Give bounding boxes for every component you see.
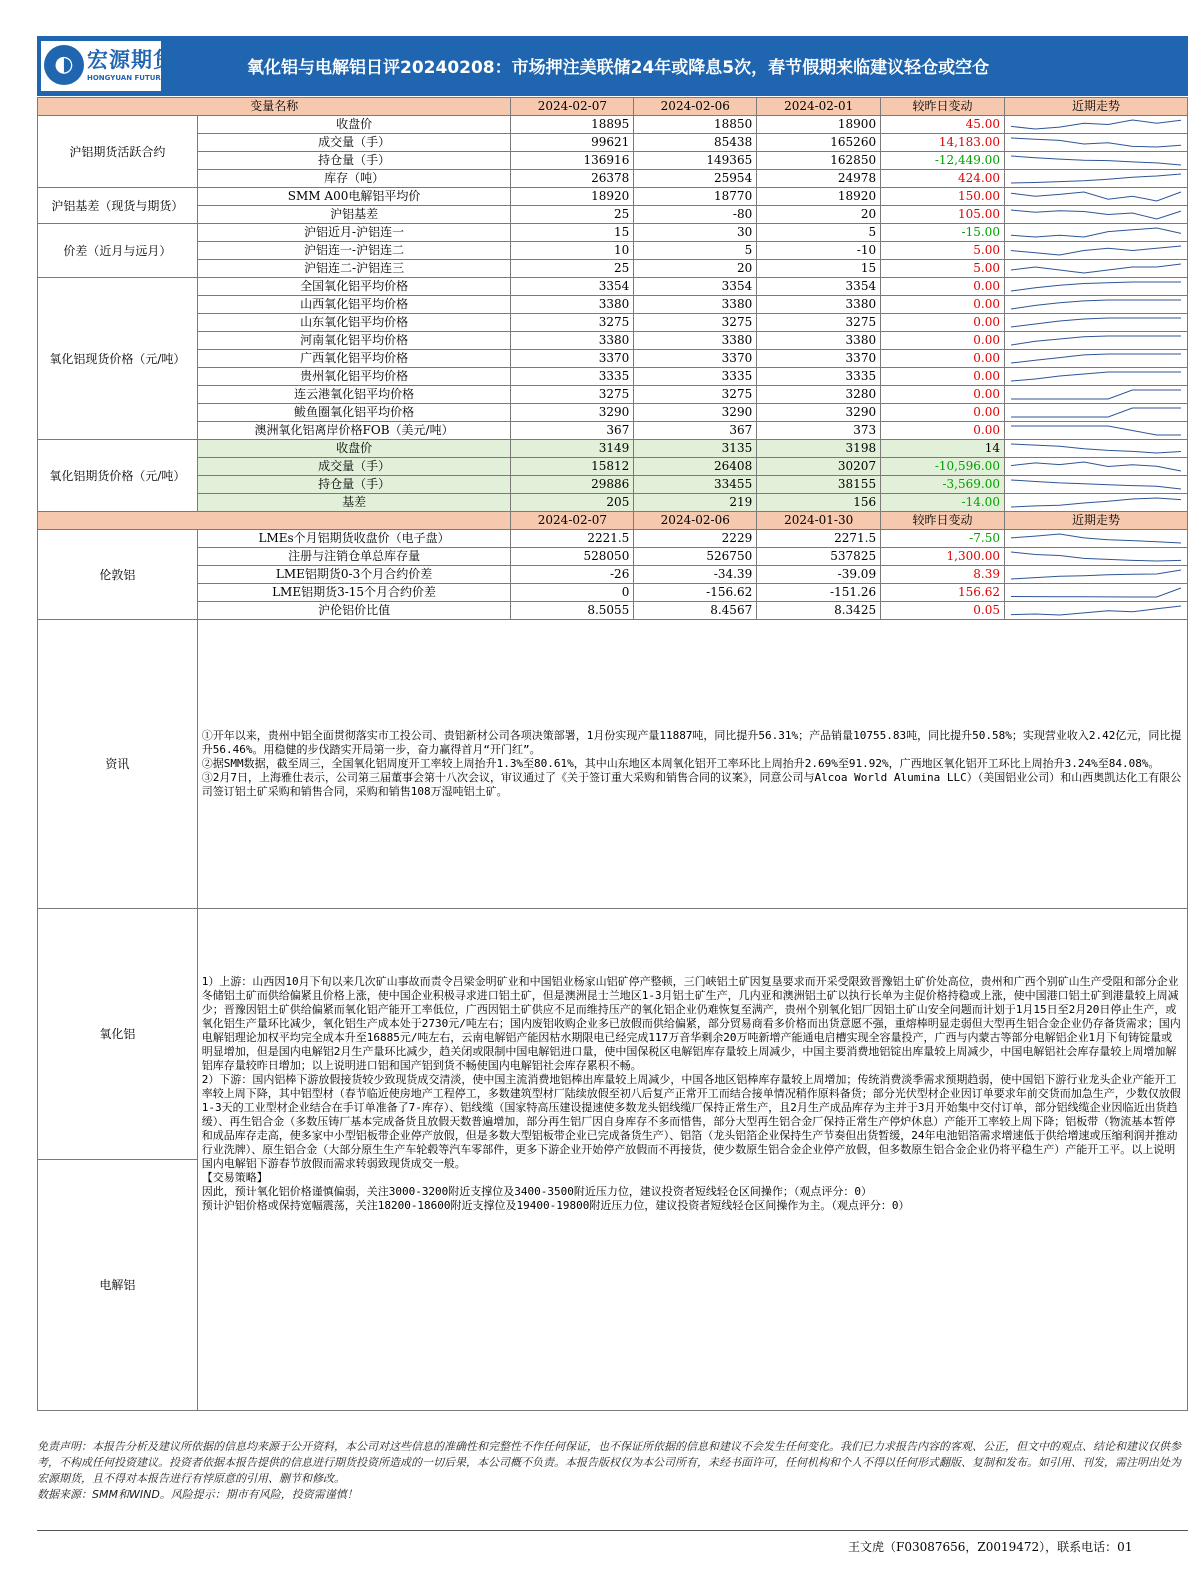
value-date-1: 99621 bbox=[511, 134, 634, 152]
news-item: ①开年以来，贵州中铝全面贯彻落实市工投公司、贵铝新材公司各项决策部署，1月份实现产量11887吨，同比提升56.31%；产品销量10755.83吨，同比提升50.58%；实现营业收入2.42亿元，同比提升56.46%。用稳健的步伐踏实开局第一步，奋力赢得首月“开门红”。 bbox=[201, 729, 1182, 756]
value-date-1: 3354 bbox=[511, 278, 634, 296]
value-date-3: 3290 bbox=[757, 404, 881, 422]
value-date-3: 38155 bbox=[757, 476, 881, 494]
value-date-3: 3335 bbox=[757, 368, 881, 386]
table-row bbox=[38, 296, 1188, 314]
value-date-1: 3149 bbox=[511, 440, 634, 458]
trend-sparkline bbox=[1004, 602, 1187, 620]
news-item: ②据SMM数据，截至周三，全国氧化铝周度开工率较上周抬升1.3%至80.61%，其中山东地区本周氧化铝开工率环比上周抬升2.69%至91.92%，广西地区氧化铝开工环比上周抬升3.24%至84.08%。 bbox=[201, 757, 1160, 770]
header-date-3: 2024-01-30 bbox=[757, 512, 881, 530]
sparkline-svg bbox=[1005, 152, 1187, 169]
footer-divider bbox=[37, 1530, 1188, 1531]
trend-sparkline bbox=[1004, 440, 1187, 458]
value-date-1: 2221.5 bbox=[511, 530, 634, 548]
header-change: 较昨日变动 bbox=[881, 512, 1005, 530]
data-table bbox=[37, 97, 1188, 1411]
change-value: -3,569.00 bbox=[881, 476, 1005, 494]
change-value: 0.00 bbox=[881, 422, 1005, 440]
row-label: 沪铝连二-沪铝连三 bbox=[197, 260, 511, 278]
value-date-1: 136916 bbox=[511, 152, 634, 170]
sparkline-line-5 bbox=[1011, 210, 1181, 219]
value-date-2: 3354 bbox=[634, 278, 757, 296]
value-date-2: -80 bbox=[634, 206, 757, 224]
value-date-1: 3275 bbox=[511, 386, 634, 404]
sparkline-svg bbox=[1005, 458, 1187, 475]
header-date-3: 2024-02-01 bbox=[757, 98, 881, 116]
sparkline-line-20 bbox=[1011, 480, 1181, 489]
value-date-3: 15 bbox=[757, 260, 881, 278]
value-date-1: 25 bbox=[511, 206, 634, 224]
value-date-3: 2271.5 bbox=[757, 530, 881, 548]
analysis-row-alumina bbox=[38, 909, 1188, 1160]
news-row bbox=[38, 620, 1188, 909]
row-label: 沪铝近月-沪铝连一 bbox=[197, 224, 511, 242]
change-value: -15.00 bbox=[881, 224, 1005, 242]
sparkline-svg bbox=[1005, 350, 1187, 367]
value-date-1: 3370 bbox=[511, 350, 634, 368]
change-value: 14 bbox=[881, 440, 1005, 458]
table-row bbox=[38, 584, 1188, 602]
table-row bbox=[38, 314, 1188, 332]
row-label: 沪铝连一-沪铝连二 bbox=[197, 242, 511, 260]
group-label-g6: 伦敦铝 bbox=[38, 530, 198, 620]
sparkline-line-16 bbox=[1011, 408, 1181, 417]
sparkline-line-26 bbox=[1011, 606, 1181, 615]
value-date-2: 18770 bbox=[634, 188, 757, 206]
trend-sparkline bbox=[1004, 350, 1187, 368]
value-date-2: 526750 bbox=[634, 548, 757, 566]
sparkline-line-21 bbox=[1011, 498, 1181, 507]
table-row bbox=[38, 134, 1188, 152]
logo-text-cn: 宏源期货 bbox=[87, 48, 175, 72]
row-label: 河南氧化铝平均价格 bbox=[197, 332, 511, 350]
value-date-1: 15 bbox=[511, 224, 634, 242]
trend-sparkline bbox=[1004, 368, 1187, 386]
change-value: -14.00 bbox=[881, 494, 1005, 512]
header-trend: 近期走势 bbox=[1004, 98, 1187, 116]
change-value: 14,183.00 bbox=[881, 134, 1005, 152]
change-value: 0.00 bbox=[881, 350, 1005, 368]
value-date-1: 3275 bbox=[511, 314, 634, 332]
row-label: 鲅鱼圈氧化铝平均价格 bbox=[197, 404, 511, 422]
trend-sparkline bbox=[1004, 188, 1187, 206]
sparkline-line-17 bbox=[1011, 426, 1181, 435]
sparkline-svg bbox=[1005, 476, 1187, 493]
row-label: 收盘价 bbox=[197, 116, 511, 134]
table-row bbox=[38, 350, 1188, 368]
trend-sparkline bbox=[1004, 332, 1187, 350]
analysis-content bbox=[197, 909, 1187, 1411]
header-trend: 近期走势 bbox=[1004, 512, 1187, 530]
value-date-3: -151.26 bbox=[757, 584, 881, 602]
value-date-1: 25 bbox=[511, 260, 634, 278]
table-row bbox=[38, 242, 1188, 260]
sparkline-line-19 bbox=[1011, 462, 1181, 471]
row-label: 澳洲氧化铝离岸价格FOB（美元/吨） bbox=[197, 422, 511, 440]
news-item: ③2月7日，上海雅仕表示，公司第三届董事会第十八次会议，审议通过了《关于签订重大采购和销售合同的议案》，同意公司与Alcoa World Alumina LLC）（美国铝业公司）和山西奥凯达化工有限公司签订铝土矿采购和销售合同，采购和销售108万湿吨铝土矿。 bbox=[201, 771, 1182, 798]
value-date-2: 3275 bbox=[634, 314, 757, 332]
value-date-3: 3275 bbox=[757, 314, 881, 332]
value-date-2: 20 bbox=[634, 260, 757, 278]
table-row bbox=[38, 386, 1188, 404]
value-date-2: 2229 bbox=[634, 530, 757, 548]
value-date-3: 373 bbox=[757, 422, 881, 440]
value-date-1: 3380 bbox=[511, 296, 634, 314]
value-date-1: 0 bbox=[511, 584, 634, 602]
hongyuan-logo-icon: ◐ bbox=[44, 45, 84, 85]
analyst-contact: 王文虎（F03087656，Z0019472），联系电话：01 bbox=[848, 1540, 1133, 1554]
value-date-2: 3380 bbox=[634, 332, 757, 350]
sparkline-svg bbox=[1005, 206, 1187, 223]
report-header bbox=[37, 36, 1188, 96]
value-date-3: 18920 bbox=[757, 188, 881, 206]
sparkline-svg bbox=[1005, 296, 1187, 313]
value-date-1: 3290 bbox=[511, 404, 634, 422]
header-date-1: 2024-02-07 bbox=[511, 98, 634, 116]
change-value: 156.62 bbox=[881, 584, 1005, 602]
trend-sparkline bbox=[1004, 530, 1187, 548]
value-date-2: 8.4567 bbox=[634, 602, 757, 620]
company-logo bbox=[41, 41, 175, 91]
value-date-1: 3380 bbox=[511, 332, 634, 350]
value-date-3: 24978 bbox=[757, 170, 881, 188]
value-date-1: 8.5055 bbox=[511, 602, 634, 620]
sparkline-svg bbox=[1005, 386, 1187, 403]
table-row bbox=[38, 152, 1188, 170]
trend-sparkline bbox=[1004, 314, 1187, 332]
table-row bbox=[38, 224, 1188, 242]
disclaimer bbox=[37, 1439, 1188, 1503]
value-date-1: 26378 bbox=[511, 170, 634, 188]
change-value: 5.00 bbox=[881, 242, 1005, 260]
analysis-paragraph: 因此，预计氧化铝价格谨慎偏弱，关注3000-3200附近支撑位及3400-3500附近压力位，建议投资者短线轻仓区间操作；（观点评分：0） bbox=[201, 1185, 873, 1198]
sparkline-svg bbox=[1005, 170, 1187, 187]
sparkline-svg bbox=[1005, 530, 1187, 547]
value-date-3: 3370 bbox=[757, 350, 881, 368]
change-value: -10,596.00 bbox=[881, 458, 1005, 476]
value-date-3: -39.09 bbox=[757, 566, 881, 584]
logo-text-en: HONGYUAN FUTURES bbox=[87, 74, 171, 82]
group-label-g3: 价差（近月与远月） bbox=[38, 224, 198, 278]
value-date-2: 33455 bbox=[634, 476, 757, 494]
table-header-row-lme bbox=[38, 512, 1188, 530]
value-date-2: 219 bbox=[634, 494, 757, 512]
table-row bbox=[38, 458, 1188, 476]
table-header-row bbox=[38, 98, 1188, 116]
value-date-2: -34.39 bbox=[634, 566, 757, 584]
value-date-2: -156.62 bbox=[634, 584, 757, 602]
analysis-paragraph: 1）上游：山西因10月下旬以来几次矿山事故而责令吕梁金明矿业和中国铝业杨家山铝矿停产整顿，三门峡铝土矿因复垦要求而开采受限致晋豫铝土矿价处高位，贵州和广西个别矿山生产受阻和部分企业冬储铝土矿而供给偏紧且价格上涨，使中国企业积极寻求进口铝土矿，但是澳洲昆士兰地区1-3月铝土矿生产，几内亚和澳洲铝土矿以执行长单为主促价格持稳或上涨，使中国港口铝土矿到港量较上周减少；晋豫因铝土矿供给偏紧而氧化铝产能开工率低位，广西因铝土矿供应不足而维持压产的氧化铝企业仍难恢复至满产，贵州个别氧化铝厂因铝土矿山安全问题而计划于1月15日至2月20日停止生产，或氧化铝生产量环比减少，氧化铝生产成本处于2730元/吨左右；国内废铝收购企业多已放假而供给偏紧，部分贸易商看多价格而出货意愿不强，重熔棒明显走弱但大型再生铝合金企业仍存备货需求；国内电解铝理论加权平均完全成本升至16885元/吨左右，云南电解铝产能因枯水期限电已经完成117万音华剩余20万吨新增产能通电启槽实现全容量投产，广西与内蒙古等部分电解铝企业1月下旬铸锭量或明显增加，但是国内电解铝2月生产量环比减少，趋关闭或限制中国电解铝进口量，使中国保税区电解铝库存量较上周减少，中国主要消费地铝锭出库量较上周减少，中国电解铝社会库存量较上周增加解铝库存量较昨日增加；以上说明进口铝和国产铝到货不畅使国内电解铝社会库存累积不畅。 bbox=[201, 975, 1181, 1072]
sparkline-line-3 bbox=[1011, 174, 1181, 183]
value-date-1: 29886 bbox=[511, 476, 634, 494]
value-date-3: 537825 bbox=[757, 548, 881, 566]
row-label: LME铝期货0-3个月合约价差 bbox=[197, 566, 511, 584]
table-row bbox=[38, 206, 1188, 224]
row-label: 基差 bbox=[197, 494, 511, 512]
sparkline-svg bbox=[1005, 548, 1187, 565]
trend-sparkline bbox=[1004, 116, 1187, 134]
header-date-2: 2024-02-06 bbox=[634, 98, 757, 116]
row-label: LMEs个月铝期货收盘价（电子盘） bbox=[197, 530, 511, 548]
sparkline-line-15 bbox=[1011, 390, 1181, 399]
sparkline-line-9 bbox=[1011, 282, 1181, 291]
change-value: 0.00 bbox=[881, 332, 1005, 350]
sparkline-svg bbox=[1005, 602, 1187, 619]
value-date-1: 15812 bbox=[511, 458, 634, 476]
change-value: 0.00 bbox=[881, 404, 1005, 422]
value-date-1: 367 bbox=[511, 422, 634, 440]
sparkline-line-13 bbox=[1011, 354, 1181, 363]
disclaimer-text: 免责声明：本报告分析及建议所依据的信息均来源于公开资料，本公司对这些信息的准确性和完整性不作任何保证，也不保证所依据的信息和建议不会发生任何变化。我们已力求报告内容的客观、公正，但文中的观点、结论和建议仅供参考，不构成任何投资建议。投资者依据本报告提供的信息进行期货投资所造成的一切后果，本公司概不负责。本报告版权仅为本公司所有，未经书面许可，任何机构和个人不得以任何形式翻版、复制和发布。如引用、刊发，需注明出处为宏源期货，且不得对本报告进行有悖原意的引用、删节和修改。 bbox=[37, 1440, 1181, 1485]
value-date-2: 18850 bbox=[634, 116, 757, 134]
value-date-3: 3198 bbox=[757, 440, 881, 458]
header-date-1: 2024-02-07 bbox=[511, 512, 634, 530]
table-row bbox=[38, 116, 1188, 134]
value-date-2: 3370 bbox=[634, 350, 757, 368]
header-variable-name: 变量名称 bbox=[38, 98, 511, 116]
sparkline-line-14 bbox=[1011, 372, 1181, 381]
trend-sparkline bbox=[1004, 224, 1187, 242]
row-label: LME铝期货3-15个月合约价差 bbox=[197, 584, 511, 602]
sparkline-svg bbox=[1005, 260, 1187, 277]
trend-sparkline bbox=[1004, 386, 1187, 404]
row-label: 持仓量（手） bbox=[197, 476, 511, 494]
value-date-2: 25954 bbox=[634, 170, 757, 188]
trend-sparkline bbox=[1004, 260, 1187, 278]
sparkline-line-1 bbox=[1011, 138, 1181, 147]
sparkline-line-6 bbox=[1011, 228, 1181, 237]
change-value: 0.00 bbox=[881, 314, 1005, 332]
value-date-3: 20 bbox=[757, 206, 881, 224]
trend-sparkline bbox=[1004, 242, 1187, 260]
sparkline-svg bbox=[1005, 314, 1187, 331]
change-value: 5.00 bbox=[881, 260, 1005, 278]
change-value: -7.50 bbox=[881, 530, 1005, 548]
sparkline-line-4 bbox=[1011, 192, 1181, 201]
sparkline-line-0 bbox=[1011, 120, 1181, 129]
sparkline-line-11 bbox=[1011, 318, 1181, 327]
row-label: 沪铝基差 bbox=[197, 206, 511, 224]
table-row bbox=[38, 566, 1188, 584]
value-date-3: 3280 bbox=[757, 386, 881, 404]
report-title: 氧化铝与电解铝日评20240208：市场押注美联储24年或降息5次，春节假期来临建议轻仓或空仓 bbox=[247, 58, 990, 78]
trend-sparkline bbox=[1004, 566, 1187, 584]
change-value: 0.00 bbox=[881, 368, 1005, 386]
trend-sparkline bbox=[1004, 584, 1187, 602]
sparkline-svg bbox=[1005, 584, 1187, 601]
value-date-1: 18895 bbox=[511, 116, 634, 134]
trend-sparkline bbox=[1004, 296, 1187, 314]
value-date-3: 3380 bbox=[757, 332, 881, 350]
analysis-paragraph: 预计沪铝价格或保持宽幅震荡，关注18200-18600附近支撑位及19400-19800附近压力位，建议投资者短线轻仓区间操作为主。（观点评分：0） bbox=[201, 1199, 910, 1212]
table-row bbox=[38, 530, 1188, 548]
table-row bbox=[38, 170, 1188, 188]
sparkline-line-7 bbox=[1011, 246, 1181, 255]
data-source-text: 数据来源：SMM和WIND。风险提示：期市有风险，投资需谨慎！ bbox=[37, 1488, 358, 1501]
change-value: 0.00 bbox=[881, 296, 1005, 314]
row-label: 成交量（手） bbox=[197, 458, 511, 476]
table-row bbox=[38, 476, 1188, 494]
sparkline-line-18 bbox=[1011, 444, 1181, 453]
analysis-paragraph: 2）下游：国内铝棒下游放假接货较少致现货成交清淡，使中国主流消费地铝棒出库量较上周减少，中国各地区铝棒库存量较上周增加；传统消费淡季需求预期趋弱，使中国铝下游行业龙头企业产能开工率较上周下降，其中铝型材（春节临近使房地产工程停工，多数建筑型材厂陆续放假至初八后复产正常开工而结合接单情况稍作原料备货；部分光伏型材企业因订单要求年前交货而加急生产，少数仅放假1-3天的工业型材企业结合在手订单准备了7-库存）、铝线缆（国家特高压建设提速使多数龙头铝线缆厂保持正常生产，且2月生产成品库存为主并于3月开始集中交付订单，部分铝线缆企业因临近出货趋缓）、再生铝合金（多数压铸厂基本完成备货且放假天数普遍增加，部分再生铝厂因自身库存不多而惜售，部分大型再生铝合金厂保持正常生产停炉休息）产能开工率较上周下降；铝板带（物流基本暂停和成品库存走高，使多家中小型铝板带企业停产放假，但是多数大型铝板带企业已完成备货生产）、铝箔（龙头铝箔企业保持生产节奏但出货暂缓，24年电池铝箔需求增速低于供给增速或压缩利润并推动行业洗牌）、原生铝合金（大部分原生生产车轮毂等汽车零部件，更多下游企业开始停产放假而不再接货，使少数原生铝合金企业停产放假，但多数原生铝合金企业仍将平稳生产）产能开工平。以上说明国内电解铝下游春节放假而需求转弱致现货成交一般。 bbox=[201, 1073, 1181, 1170]
trend-sparkline bbox=[1004, 476, 1187, 494]
group-label-g5: 氧化铝期货价格（元/吨） bbox=[38, 440, 198, 512]
row-label: 广西氧化铝平均价格 bbox=[197, 350, 511, 368]
trend-sparkline bbox=[1004, 206, 1187, 224]
sparkline-line-12 bbox=[1011, 336, 1181, 345]
header-blank bbox=[38, 512, 511, 530]
row-label: 收盘价 bbox=[197, 440, 511, 458]
trend-sparkline bbox=[1004, 494, 1187, 512]
sparkline-svg bbox=[1005, 368, 1187, 385]
group-label-aluminium: 电解铝 bbox=[38, 1160, 198, 1411]
header-date-2: 2024-02-06 bbox=[634, 512, 757, 530]
value-date-2: 5 bbox=[634, 242, 757, 260]
row-label: 山东氧化铝平均价格 bbox=[197, 314, 511, 332]
change-value: 0.00 bbox=[881, 278, 1005, 296]
row-label: 连云港氧化铝平均价格 bbox=[197, 386, 511, 404]
group-label-g1: 沪铝期货活跃合约 bbox=[38, 116, 198, 188]
value-date-3: 3380 bbox=[757, 296, 881, 314]
table-row bbox=[38, 332, 1188, 350]
sparkline-svg bbox=[1005, 116, 1187, 133]
change-value: -12,449.00 bbox=[881, 152, 1005, 170]
sparkline-svg bbox=[1005, 440, 1187, 457]
trend-sparkline bbox=[1004, 458, 1187, 476]
change-value: 0.00 bbox=[881, 386, 1005, 404]
table-row bbox=[38, 260, 1188, 278]
row-label: SMM A00电解铝平均价 bbox=[197, 188, 511, 206]
value-date-1: 528050 bbox=[511, 548, 634, 566]
value-date-3: 18900 bbox=[757, 116, 881, 134]
row-label: 注册与注销仓单总库存量 bbox=[197, 548, 511, 566]
sparkline-svg bbox=[1005, 134, 1187, 151]
sparkline-svg bbox=[1005, 422, 1187, 439]
value-date-3: 30207 bbox=[757, 458, 881, 476]
row-label: 成交量（手） bbox=[197, 134, 511, 152]
table-row bbox=[38, 440, 1188, 458]
value-date-3: 5 bbox=[757, 224, 881, 242]
sparkline-svg bbox=[1005, 404, 1187, 421]
table-row bbox=[38, 602, 1188, 620]
trend-sparkline bbox=[1004, 422, 1187, 440]
trend-sparkline bbox=[1004, 134, 1187, 152]
value-date-1: 3335 bbox=[511, 368, 634, 386]
value-date-2: 3275 bbox=[634, 386, 757, 404]
group-label-g2: 沪铝基差（现货与期货） bbox=[38, 188, 198, 224]
value-date-2: 149365 bbox=[634, 152, 757, 170]
trend-sparkline bbox=[1004, 152, 1187, 170]
row-label: 山西氧化铝平均价格 bbox=[197, 296, 511, 314]
value-date-3: 8.3425 bbox=[757, 602, 881, 620]
sparkline-svg bbox=[1005, 278, 1187, 295]
value-date-3: 3354 bbox=[757, 278, 881, 296]
value-date-1: -26 bbox=[511, 566, 634, 584]
value-date-1: 205 bbox=[511, 494, 634, 512]
group-label-news: 资讯 bbox=[38, 620, 198, 909]
value-date-1: 10 bbox=[511, 242, 634, 260]
row-label: 贵州氧化铝平均价格 bbox=[197, 368, 511, 386]
trend-sparkline bbox=[1004, 278, 1187, 296]
value-date-1: 18920 bbox=[511, 188, 634, 206]
strategy-heading: 【交易策略】 bbox=[201, 1171, 268, 1184]
sparkline-line-22 bbox=[1011, 534, 1181, 543]
sparkline-svg bbox=[1005, 188, 1187, 205]
table-row bbox=[38, 404, 1188, 422]
change-value: 45.00 bbox=[881, 116, 1005, 134]
value-date-2: 26408 bbox=[634, 458, 757, 476]
trend-sparkline bbox=[1004, 404, 1187, 422]
change-value: 150.00 bbox=[881, 188, 1005, 206]
value-date-3: 156 bbox=[757, 494, 881, 512]
change-value: 1,300.00 bbox=[881, 548, 1005, 566]
sparkline-svg bbox=[1005, 224, 1187, 241]
table-row bbox=[38, 368, 1188, 386]
value-date-2: 3380 bbox=[634, 296, 757, 314]
row-label: 持仓量（手） bbox=[197, 152, 511, 170]
value-date-2: 3335 bbox=[634, 368, 757, 386]
change-value: 0.05 bbox=[881, 602, 1005, 620]
value-date-3: 165260 bbox=[757, 134, 881, 152]
table-row bbox=[38, 548, 1188, 566]
sparkline-svg bbox=[1005, 566, 1187, 583]
table-row bbox=[38, 278, 1188, 296]
sparkline-line-2 bbox=[1011, 156, 1181, 165]
value-date-3: -10 bbox=[757, 242, 881, 260]
value-date-2: 367 bbox=[634, 422, 757, 440]
sparkline-line-23 bbox=[1011, 552, 1181, 561]
sparkline-svg bbox=[1005, 242, 1187, 259]
sparkline-line-8 bbox=[1011, 264, 1181, 273]
header-change: 较昨日变动 bbox=[881, 98, 1005, 116]
change-value: 8.39 bbox=[881, 566, 1005, 584]
table-row bbox=[38, 188, 1188, 206]
sparkline-line-10 bbox=[1011, 300, 1181, 309]
value-date-2: 3135 bbox=[634, 440, 757, 458]
trend-sparkline bbox=[1004, 170, 1187, 188]
trend-sparkline bbox=[1004, 548, 1187, 566]
change-value: 105.00 bbox=[881, 206, 1005, 224]
value-date-2: 85438 bbox=[634, 134, 757, 152]
value-date-3: 162850 bbox=[757, 152, 881, 170]
sparkline-line-25 bbox=[1011, 588, 1181, 597]
change-value: 424.00 bbox=[881, 170, 1005, 188]
value-date-2: 30 bbox=[634, 224, 757, 242]
group-label-g4: 氧化铝现货价格（元/吨） bbox=[38, 278, 198, 440]
sparkline-svg bbox=[1005, 494, 1187, 511]
row-label: 库存（吨） bbox=[197, 170, 511, 188]
row-label: 沪伦铝价比值 bbox=[197, 602, 511, 620]
group-label-alumina: 氧化铝 bbox=[38, 909, 198, 1160]
table-row bbox=[38, 494, 1188, 512]
value-date-2: 3290 bbox=[634, 404, 757, 422]
sparkline-line-24 bbox=[1011, 570, 1181, 579]
table-row bbox=[38, 422, 1188, 440]
news-content bbox=[197, 620, 1187, 909]
row-label: 全国氧化铝平均价格 bbox=[197, 278, 511, 296]
sparkline-svg bbox=[1005, 332, 1187, 349]
